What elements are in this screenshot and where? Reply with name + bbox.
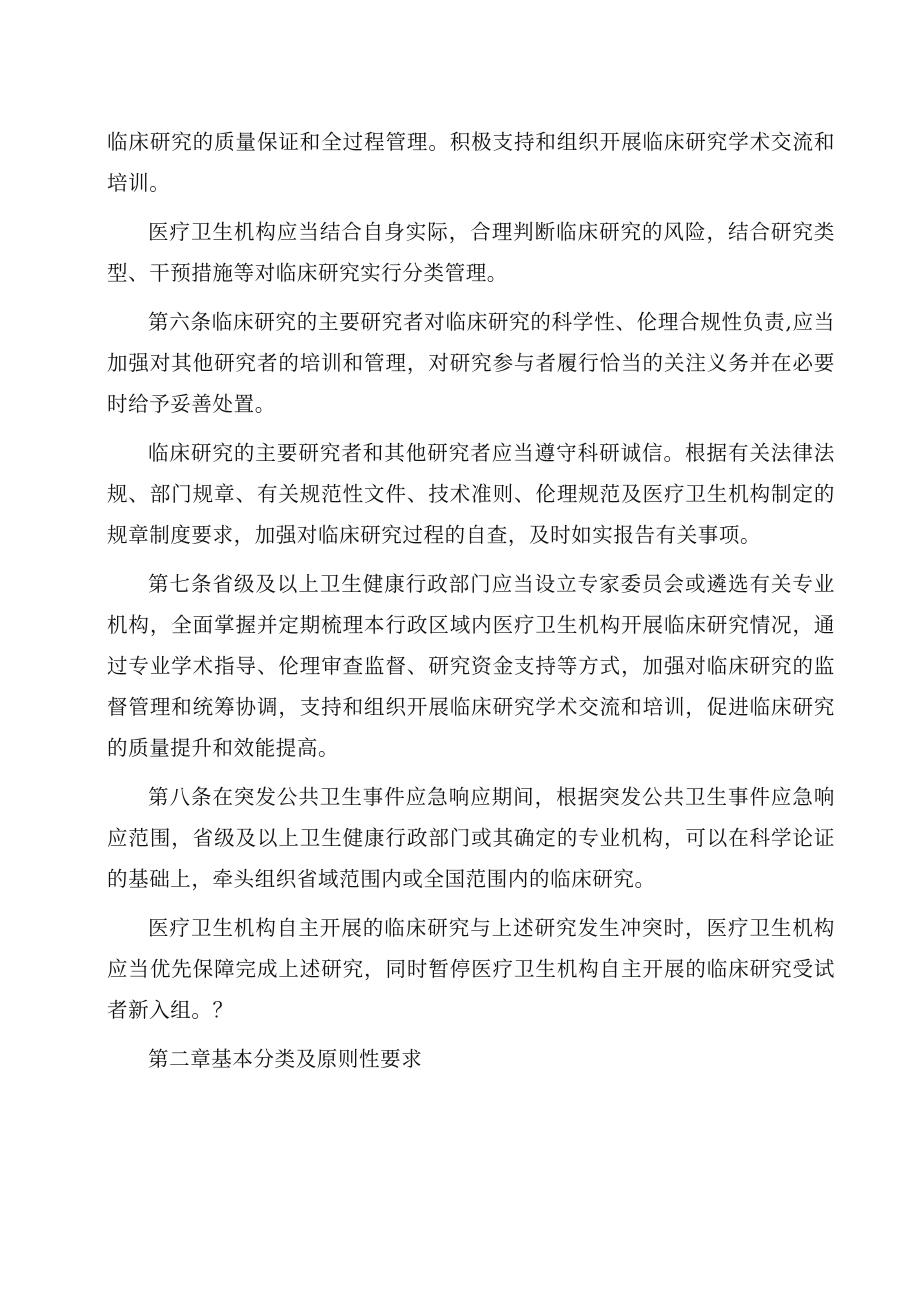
chapter-heading: 第二章基本分类及原则性要求 xyxy=(148,1047,423,1071)
paragraph-continuation: 临床研究的质量保证和全过程管理。积极支持和组织开展临床研究学术交流和培训。 xyxy=(107,130,835,195)
paragraph-article-8: 第八条在突发公共卫生事件应急响应期间，根据突发公共卫生事件应急响应范围，省级及以上卫生健康行政部门或其确定的专业机构，可以在科学论证的基础上，牵头组织省域范围内或全国范围内的临床研究。 xyxy=(107,785,835,891)
paragraph-research-integrity: 临床研究的主要研究者和其他研究者应当遵守科研诚信。根据有关法律法规、部门规章、有关规范性文件、技术准则、伦理规范及医疗卫生机构制定的规章制度要求，加强对临床研究过程的自查，及时如实报告有关事项。 xyxy=(107,441,835,547)
document-body xyxy=(107,122,835,1088)
paragraph-article-6: 第六条临床研究的主要研究者对临床研究的科学性、伦理合规性负责,应当加强对其他研究者的培训和管理，对研究参与者履行恰当的关注义务并在必要时给予妥善处置。 xyxy=(107,310,835,416)
paragraph-conflict-priority: 医疗卫生机构自主开展的临床研究与上述研究发生冲突时，医疗卫生机构应当优先保障完成上述研究，同时暂停医疗卫生机构自主开展的临床研究受试者新入组。？ xyxy=(107,916,835,1022)
paragraph-classification-management: 医疗卫生机构应当结合自身实际，合理判断临床研究的风险，结合研究类型、干预措施等对临床研究实行分类管理。 xyxy=(107,220,835,285)
paragraph-article-7: 第七条省级及以上卫生健康行政部门应当设立专家委员会或遴选有关专业机构，全面掌握并定期梳理本行政区域内医疗卫生机构开展临床研究情况，通过专业学术指导、伦理审查监督、研究资金支持等方式，加强对临床研究的监督管理和统筹协调，支持和组织开展临床研究学术交流和培训，促进临床研究的质量提升和效能提高。 xyxy=(107,572,835,760)
